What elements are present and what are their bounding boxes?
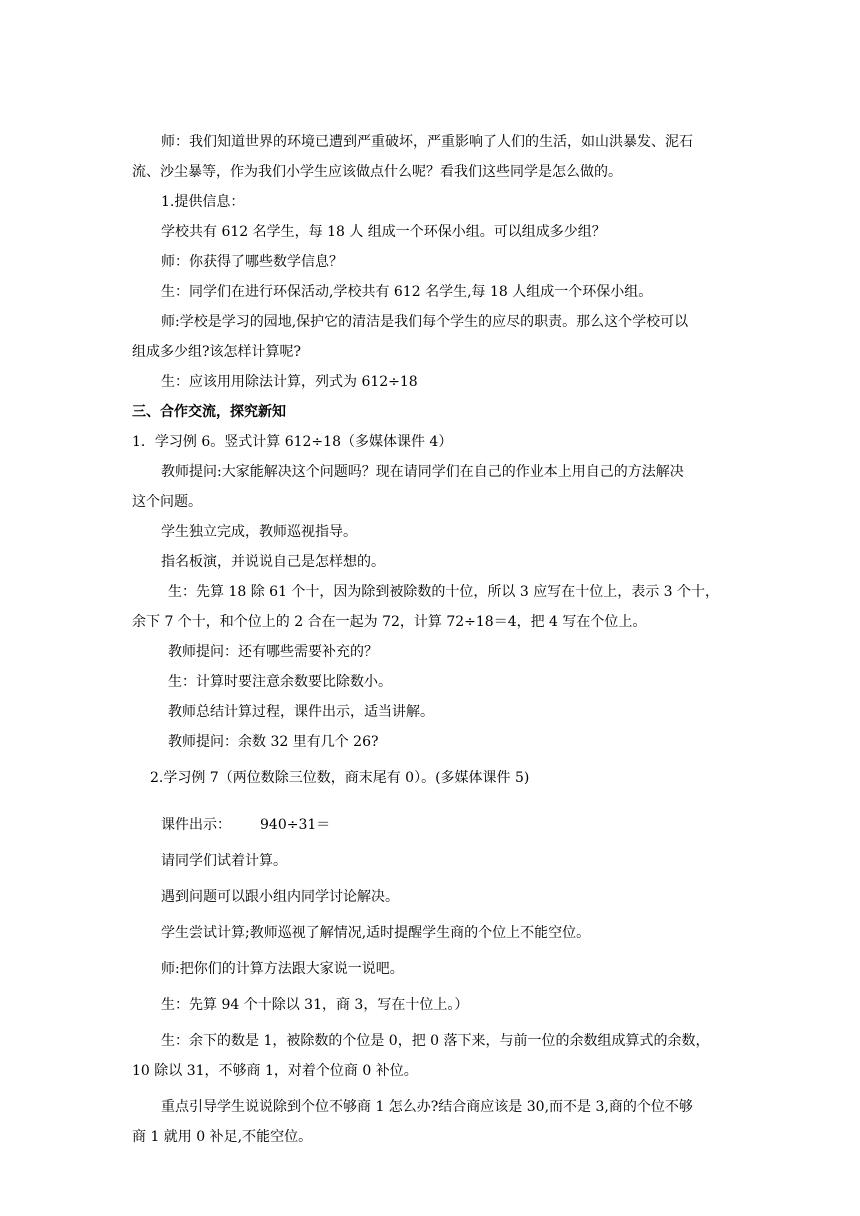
paragraph-line: 学生尝试计算;教师巡视了解情况,适时提醒学生商的个位上不能空位。 xyxy=(161,925,591,941)
paragraph-line: 生：先算 18 除 61 个十，因为除到被除数的十位，所以 3 应写在十位上，表示 3 个十， xyxy=(168,584,720,600)
paragraph-line: 教师提问：还有哪些需要补充的？ xyxy=(168,644,378,660)
paragraph-line: 余下 7 个十，和个位上的 2 合在一起为 72，计算 72÷18＝4，把 4 写在个位上。 xyxy=(132,614,647,630)
paragraph-line: 这个问题。 xyxy=(132,494,202,510)
paragraph-line: 教师总结计算过程，课件出示，适当讲解。 xyxy=(168,704,434,720)
paragraph-line: 师：你获得了哪些数学信息？ xyxy=(161,254,343,270)
paragraph-line: 商 1 就用 0 补足,不能空位。 xyxy=(132,1129,313,1145)
paragraph-line: 生：同学们在进行环保活动,学校共有 612 名学生,每 18 人组成一个环保小组。 xyxy=(161,284,653,300)
paragraph-line: 教师提问:大家能解决这个问题吗？现在请同学们在自己的作业本上用自己的方法解决 xyxy=(161,464,684,480)
paragraph-line: 生：先算 94 个十除以 31，商 3，写在十位上。） xyxy=(161,997,469,1013)
paragraph-line: 重点引导学生说说除到个位不够商 1 怎么办?结合商应该是 30,而不是 3,商的个位不够 xyxy=(161,1099,693,1115)
section-item-heading: 1.提供信息： xyxy=(161,194,245,210)
paragraph-line: 学生独立完成，教师巡视指导。 xyxy=(161,524,357,540)
paragraph-line: 生：余下的数是 1，被除数的个位是 0，把 0 落下来，与前一位的余数组成算式的余数， xyxy=(161,1033,710,1049)
paragraph-line: 10 除以 31，不够商 1，对着个位商 0 补位。 xyxy=(132,1063,418,1079)
paragraph-line: 生：计算时要注意余数要比除数小。 xyxy=(168,674,392,690)
paragraph-line: 流、沙尘暴等，作为我们小学生应该做点什么呢？看我们这些同学是怎么做的。 xyxy=(132,164,622,180)
paragraph-line: 师:学校是学习的园地,保护它的清洁是我们每个学生的应尽的职责。那么这个学校可以 xyxy=(161,314,689,330)
section-heading: 三、合作交流，探究新知 xyxy=(132,404,286,420)
paragraph-line: 学校共有 612 名学生，每 18 人 组成一个环保小组。可以组成多少组？ xyxy=(161,224,606,240)
courseware-expression: 940÷31＝ xyxy=(260,817,331,833)
paragraph-line: 组成多少组?该怎样计算呢? xyxy=(132,344,302,360)
paragraph-line: 师:把你们的计算方法跟大家说一说吧。 xyxy=(161,961,404,977)
paragraph-line: 生：应该用用除法计算，列式为 612÷18 xyxy=(161,374,418,390)
paragraph-line: 指名板演，并说说自己是怎样想的。 xyxy=(161,554,385,570)
paragraph-line: 遇到问题可以跟小组内同学讨论解决。 xyxy=(161,889,399,905)
section-item-heading: 2.学习例 7（两位数除三位数，商末尾有 0）。(多媒体课件 5) xyxy=(150,770,530,786)
courseware-label: 课件出示： xyxy=(161,817,231,833)
paragraph-line: 教师提问：余数 32 里有几个 26? xyxy=(168,734,379,750)
paragraph-line: 请同学们试着计算。 xyxy=(161,853,287,869)
section-item-heading: 1．学习例 6。竖式计算 612÷18（多媒体课件 4） xyxy=(132,434,453,450)
paragraph-line: 师：我们知道世界的环境已遭到严重破坏，严重影响了人们的生活，如山洪暴发、泥石 xyxy=(161,134,693,150)
